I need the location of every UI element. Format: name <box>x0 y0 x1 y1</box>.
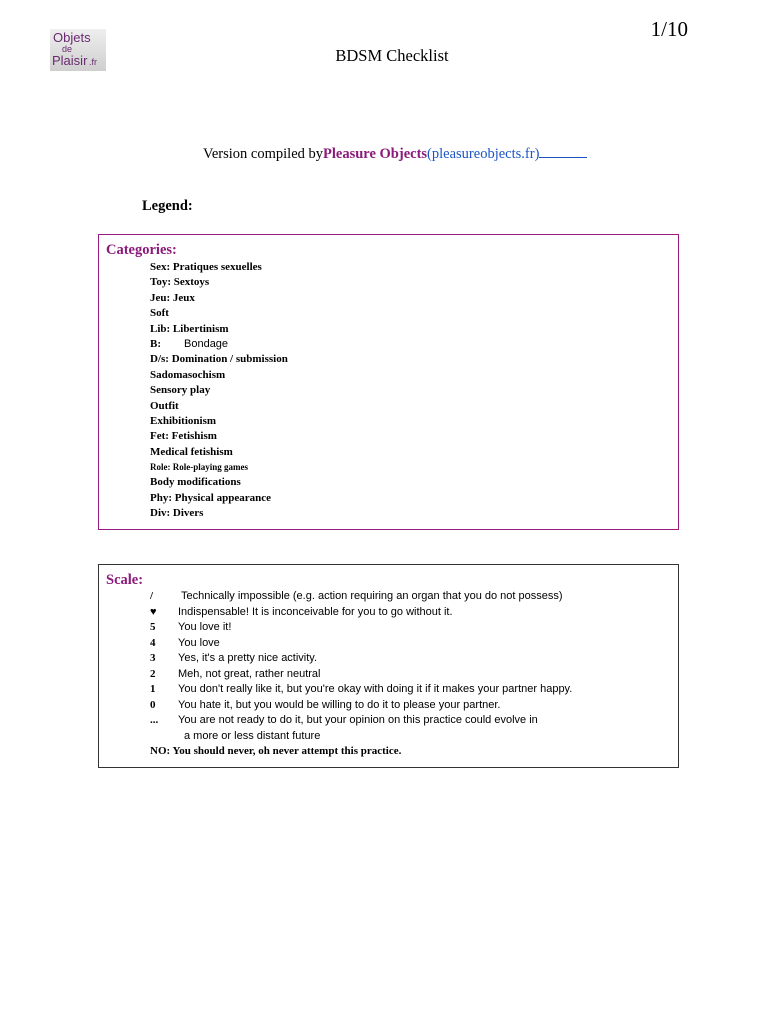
categories-box <box>98 234 679 530</box>
scale-item <box>150 620 401 636</box>
scale-item <box>150 651 401 667</box>
scale-box <box>98 564 679 768</box>
scale-description: Yes, it's a pretty nice activity. <box>178 652 318 664</box>
heart-icon: ♥ <box>150 605 157 618</box>
credit-link[interactable]: pleasureobjects.fr <box>431 146 535 162</box>
credit-brand: Pleasure Objects <box>323 146 428 162</box>
credit-prefix: Version compiled by <box>203 146 324 162</box>
credit-line <box>203 145 587 163</box>
scale-symbol: 0 <box>150 698 156 711</box>
category-item: Medical fetishism <box>150 445 233 458</box>
category-item: D/s: Domination / submission <box>150 353 288 366</box>
logo-text-plaisir: Plaisir <box>52 53 88 68</box>
credit-close-paren: ) <box>534 146 540 162</box>
scale-item <box>150 698 501 714</box>
scale-item <box>150 589 563 605</box>
category-item: Exhibitionism <box>150 414 217 427</box>
scale-list <box>150 589 573 760</box>
scale-description: You love it! <box>178 621 232 633</box>
logo-text-fr: .fr <box>89 57 97 67</box>
scale-title: Scale: <box>106 572 144 588</box>
scale-description: a more or less distant future <box>184 729 321 742</box>
scale-no-line: NO: You should never, oh never attempt this practice. <box>150 745 402 757</box>
scale-symbol: 3 <box>150 652 156 664</box>
category-item: Sex: Pratiques sexuelles <box>150 261 262 273</box>
scale-symbol: 1 <box>150 683 156 695</box>
page-number: 1/10 <box>650 17 688 41</box>
scale-description: You hate it, but you would be willing to do it to please your partner. <box>178 698 501 711</box>
category-item-bondage <box>150 337 288 352</box>
category-item: Jeu: Jeux <box>150 291 195 304</box>
scale-item <box>150 713 538 729</box>
categories-title: Categories: <box>106 242 177 258</box>
scale-item <box>150 605 453 621</box>
category-item: Sadomasochism <box>150 368 226 381</box>
category-item: Div: Divers <box>150 507 204 520</box>
scale-description: You don't really like it, but you're okay with doing it if it makes your partner happy. <box>178 683 573 695</box>
category-item: Role: Role-playing games <box>150 462 248 473</box>
credit-link-underline <box>539 145 587 158</box>
category-item: Sensory play <box>150 384 211 397</box>
category-bondage-label: Bondage <box>184 337 229 350</box>
scale-item <box>150 729 401 745</box>
legend-heading: Legend: <box>142 198 193 214</box>
scale-symbol: 2 <box>150 667 156 680</box>
category-code-b: B: <box>150 337 161 350</box>
scale-symbol: 5 <box>150 621 156 633</box>
scale-description: You are not ready to do it, but your opinion on this practice could evolve in <box>178 714 538 726</box>
scale-description: Indispensable! It is inconceivable for you to go without it. <box>178 605 453 618</box>
scale-item <box>150 636 401 652</box>
scale-description: You love <box>178 636 220 649</box>
category-item: Fet: Fetishism <box>150 430 217 443</box>
logo-text-de: de <box>62 44 73 54</box>
logo-text-objets: Objets <box>53 30 91 45</box>
document-title: BDSM Checklist <box>335 46 449 65</box>
scale-description: Meh, not great, rather neutral <box>178 667 321 680</box>
scale-description: Technically impossible (e.g. action requiring an organ that you do not possess) <box>181 590 563 602</box>
category-item: Outfit <box>150 399 179 412</box>
category-item: Toy: Sextoys <box>150 276 210 289</box>
scale-item <box>150 682 573 698</box>
credit-open-paren: ( <box>427 146 432 162</box>
category-item: Body modifications <box>150 476 241 489</box>
category-item: Lib: Libertinism <box>150 322 229 335</box>
scale-symbol: ... <box>150 714 159 726</box>
scale-item <box>150 667 401 683</box>
categories-list <box>150 260 288 522</box>
category-item: Phy: Physical appearance <box>150 491 271 504</box>
category-item: Soft <box>150 307 169 320</box>
scale-symbol: / <box>150 590 154 602</box>
scale-symbol: 4 <box>150 636 156 649</box>
